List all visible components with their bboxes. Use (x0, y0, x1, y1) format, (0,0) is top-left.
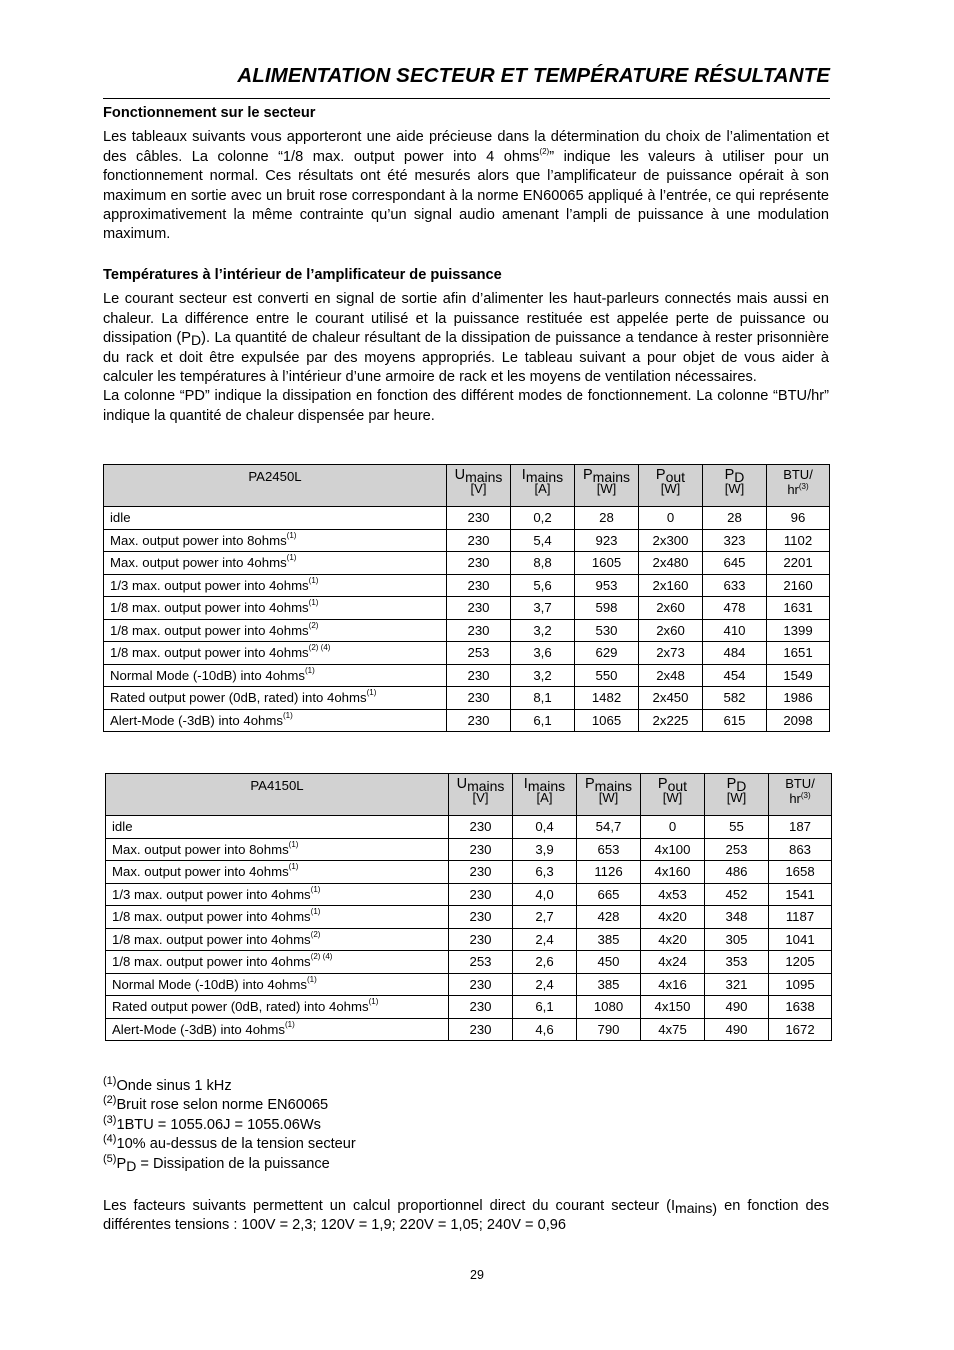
header-p-d (705, 774, 769, 816)
header-p-mains (577, 774, 641, 816)
text-part: Les facteurs suivants permettent un calcul proportionnel direct du courant secteur (I (103, 1198, 676, 1214)
header-footnote-ref: (3) (800, 791, 811, 800)
header-subscript: out (665, 469, 686, 485)
cell-pd: 454 (703, 664, 767, 687)
section-paragraph (103, 128, 829, 244)
text-part: Le courant secteur est converti en signal de sortie afin d’alimenter les haut-parleurs connectés mais aussi en chaleur. La différence entre le courant utilisé et la puissance restituée est appelée perte de puissance ou dissipation (P (103, 291, 829, 347)
section-paragraph: La colonne “PD” indique la dissipation en fonction des différent modes de fonctionnement. La colonne “BTU/hr” indique la quantité de chaleur dispensée par heure. (103, 388, 829, 424)
header-symbol: P (584, 776, 595, 792)
header-unit: [W] (596, 481, 617, 496)
row-label (106, 816, 449, 839)
cell-i: 5,6 (511, 574, 575, 597)
row-label-text: Normal Mode (-10dB) into 4ohms (112, 976, 307, 992)
row-footnote-ref: (1) (308, 598, 319, 608)
cell-p: 1482 (575, 687, 639, 710)
row-label-text: Alert-Mode (-3dB) into 4ohms (110, 712, 283, 728)
row-label (104, 574, 447, 597)
header-unit: [W] (726, 790, 747, 805)
row-footnote-ref: (1) (308, 575, 319, 585)
subscript: D (190, 332, 202, 349)
row-footnote-ref: (1) (368, 997, 379, 1007)
cell-u: 253 (449, 951, 513, 974)
cell-i: 5,4 (511, 529, 575, 552)
header-subscript: D (734, 469, 745, 485)
cell-btu: 1986 (767, 687, 830, 710)
page-number: 29 (470, 1268, 484, 1282)
cell-pout: 4x100 (641, 838, 705, 861)
cell-u: 230 (449, 928, 513, 951)
cell-p: 653 (577, 838, 641, 861)
row-label-text: 1/8 max. output power into 4ohms (110, 645, 309, 661)
cell-btu: 2160 (767, 574, 830, 597)
row-label (106, 861, 449, 884)
cell-btu: 1399 (767, 619, 830, 642)
row-label (104, 642, 447, 665)
cell-pout: 2x160 (639, 574, 703, 597)
footnote-mark: (3) (103, 1113, 117, 1126)
cell-i: 2,4 (513, 973, 577, 996)
cell-pout: 4x150 (641, 996, 705, 1019)
cell-btu: 1187 (769, 906, 832, 929)
cell-btu: 1638 (769, 996, 832, 1019)
row-footnote-ref: (1) (284, 1019, 295, 1029)
header-subscript: mains (467, 778, 505, 794)
cell-p: 54,7 (577, 816, 641, 839)
cell-btu: 863 (769, 838, 832, 861)
row-footnote-ref: (1) (304, 665, 315, 675)
cell-i: 6,1 (513, 996, 577, 1019)
model-name: PA4150L (106, 774, 449, 816)
row-label-text: Max. output power into 4ohms (110, 555, 287, 571)
cell-i: 4,6 (513, 1018, 577, 1041)
table-row (106, 861, 832, 884)
cell-pout: 4x20 (641, 928, 705, 951)
cell-pout: 4x75 (641, 1018, 705, 1041)
header-subscript: mains (527, 778, 566, 794)
row-footnote-ref: (2) (4) (310, 952, 333, 962)
cell-u: 230 (447, 664, 511, 687)
row-label-text: idle (112, 819, 133, 835)
table-row (106, 906, 832, 929)
footnote-text: = Dissipation de la puissance (136, 1155, 330, 1172)
footnote-text: Onde sinus 1 kHz (116, 1078, 232, 1094)
section-heading: Températures à l’intérieur de l’amplificateur de puissance (103, 267, 502, 283)
row-label-text: Rated output power (0dB, rated) into 4ohms (110, 690, 367, 706)
header-subscript: out (667, 778, 688, 794)
text-part: Les tableaux suivants vous apporteront une aide précieuse dans la détermination du choix de l’alimentation et des câbles. La colonne “1/8 max. output power into 4 ohms (103, 129, 829, 165)
cell-i: 0,4 (513, 816, 577, 839)
cell-pout: 0 (639, 507, 703, 530)
row-footnote-ref: (1) (288, 839, 299, 849)
cell-p: 385 (577, 928, 641, 951)
table-row (104, 574, 830, 597)
table-header-row (104, 465, 830, 507)
model-name: PA2450L (104, 465, 447, 507)
header-unit: [A] (536, 790, 553, 805)
page-title: ALIMENTATION SECTEUR ET TEMPÉRATURE RÉSULTANTE (237, 64, 830, 87)
footnote-text: 1BTU = 1055.06J = 1055.06Ws (116, 1116, 321, 1133)
cell-u: 230 (449, 1018, 513, 1041)
row-footnote-ref: (1) (310, 884, 321, 894)
row-label (106, 996, 449, 1019)
cell-btu: 1102 (767, 529, 830, 552)
row-footnote-ref: (2) (308, 620, 319, 630)
header-symbol: U (456, 776, 468, 792)
row-label (106, 1018, 449, 1041)
row-footnote-ref: (1) (310, 907, 321, 917)
cell-u: 230 (447, 687, 511, 710)
cell-pd: 28 (703, 507, 767, 530)
row-label-text: 1/8 max. output power into 4ohms (112, 954, 311, 970)
cell-pout: 4x16 (641, 973, 705, 996)
footnote-text: P (116, 1155, 127, 1172)
row-footnote-ref: (2) (310, 929, 321, 939)
footnote-mark: (4) (103, 1133, 117, 1146)
cell-btu: 1549 (767, 664, 830, 687)
header-unit: [A] (534, 481, 551, 496)
cell-pout: 2x225 (639, 709, 703, 732)
row-footnote-ref: (1) (306, 974, 317, 984)
table-row (104, 687, 830, 710)
row-label (104, 529, 447, 552)
header-text: hr (787, 482, 799, 497)
cell-btu: 2201 (767, 552, 830, 575)
row-label-text: 1/8 max. output power into 4ohms (112, 931, 311, 947)
cell-i: 2,4 (513, 928, 577, 951)
cell-u: 230 (449, 816, 513, 839)
header-i-mains (513, 774, 577, 816)
header-unit: [V] (472, 790, 489, 805)
row-label-text: Alert-Mode (-3dB) into 4ohms (112, 1021, 285, 1037)
section-heading: Fonctionnement sur le secteur (103, 105, 316, 121)
cell-p: 530 (575, 619, 639, 642)
cell-i: 3,2 (511, 619, 575, 642)
cell-p: 953 (575, 574, 639, 597)
cell-i: 6,3 (513, 861, 577, 884)
table-row (106, 838, 832, 861)
row-footnote-ref: (1) (286, 553, 297, 563)
table-row (106, 951, 832, 974)
cell-btu: 1205 (769, 951, 832, 974)
cell-i: 2,6 (513, 951, 577, 974)
cell-i: 2,7 (513, 906, 577, 929)
header-subscript: mains (592, 469, 631, 485)
footnote-item (103, 1152, 356, 1174)
cell-pd: 410 (703, 619, 767, 642)
cell-pd: 478 (703, 597, 767, 620)
cell-p: 385 (577, 973, 641, 996)
cell-btu: 2098 (767, 709, 830, 732)
table-row (104, 507, 830, 530)
header-u-mains (447, 465, 511, 507)
cell-pout: 2x60 (639, 597, 703, 620)
cell-pout: 4x24 (641, 951, 705, 974)
cell-btu: 187 (769, 816, 832, 839)
subscript: mains) (675, 1200, 718, 1216)
cell-btu: 1651 (767, 642, 830, 665)
section-paragraph (103, 290, 829, 387)
table-row (106, 928, 832, 951)
row-label-text: 1/8 max. output power into 4ohms (112, 909, 311, 925)
row-label-text: Max. output power into 8ohms (110, 532, 287, 548)
header-unit: [W] (662, 790, 683, 805)
cell-pout: 2x48 (639, 664, 703, 687)
cell-pd: 633 (703, 574, 767, 597)
cell-i: 8,1 (511, 687, 575, 710)
cell-pout: 4x20 (641, 906, 705, 929)
cell-p: 598 (575, 597, 639, 620)
subscript: D (126, 1157, 137, 1174)
cell-i: 0,2 (511, 507, 575, 530)
cell-i: 3,6 (511, 642, 575, 665)
cell-u: 230 (447, 552, 511, 575)
cell-i: 4,0 (513, 883, 577, 906)
header-p-mains (575, 465, 639, 507)
header-symbol: P (582, 467, 593, 483)
footnote-ref: (2) (539, 146, 550, 156)
text-part: en fonction des différentes tensions : 100V = 2,3; 120V = 1,9; 220V = 1,05; 240V = 0,96 (103, 1198, 829, 1234)
table-row (106, 973, 832, 996)
header-symbol: P (657, 776, 668, 792)
cell-pd: 55 (705, 816, 769, 839)
cell-btu: 1095 (769, 973, 832, 996)
cell-pd: 484 (703, 642, 767, 665)
header-text: BTU/ (785, 776, 815, 791)
header-unit: [W] (660, 481, 681, 496)
row-label (106, 973, 449, 996)
cell-pd: 582 (703, 687, 767, 710)
text-part: ). La quantité de chaleur résultant de la dissipation de puissance a tendance à rester prisonnière du rack et doit être expulsée par des moyens appropriés. Le tableau suivant a pour objet de vous aider à calculer les températures à l’intérieur d’une armoire de rack et les moyens de ventilation nécessaires. (103, 330, 829, 386)
cell-pd: 253 (705, 838, 769, 861)
cell-pd: 645 (703, 552, 767, 575)
row-label-text: 1/3 max. output power into 4ohms (112, 886, 311, 902)
row-label (104, 687, 447, 710)
header-subscript: mains (525, 469, 564, 485)
cell-pout: 2x73 (639, 642, 703, 665)
row-label (104, 552, 447, 575)
row-label-text: 1/8 max. output power into 4ohms (110, 600, 309, 616)
table-row (104, 709, 830, 732)
cell-i: 6,1 (511, 709, 575, 732)
table-row (104, 619, 830, 642)
row-label (104, 619, 447, 642)
footnote-item (103, 1113, 356, 1135)
row-label-text: 1/3 max. output power into 4ohms (110, 577, 309, 593)
header-symbol: I (523, 776, 528, 792)
header-symbol: I (521, 467, 526, 483)
table-row (104, 597, 830, 620)
section-mains-operation (103, 104, 829, 245)
conversion-factors-paragraph (103, 1197, 829, 1236)
row-label-text: 1/8 max. output power into 4ohms (110, 622, 309, 638)
table-row (106, 883, 832, 906)
header-unit: [V] (470, 481, 487, 496)
cell-i: 8,8 (511, 552, 575, 575)
row-footnote-ref: (1) (286, 530, 297, 540)
cell-pd: 305 (705, 928, 769, 951)
cell-u: 230 (447, 529, 511, 552)
header-p-out (639, 465, 703, 507)
cell-pd: 323 (703, 529, 767, 552)
header-footnote-ref: (3) (798, 482, 809, 491)
row-label (104, 709, 447, 732)
footnote-mark: (1) (103, 1075, 117, 1087)
title-rule (103, 98, 830, 99)
cell-p: 428 (577, 906, 641, 929)
row-label (106, 951, 449, 974)
cell-p: 665 (577, 883, 641, 906)
cell-pout: 4x160 (641, 861, 705, 884)
footnote-item (103, 1135, 356, 1154)
header-text: BTU/ (783, 467, 813, 482)
cell-p: 1605 (575, 552, 639, 575)
cell-p: 550 (575, 664, 639, 687)
cell-pout: 2x300 (639, 529, 703, 552)
row-label (106, 838, 449, 861)
table-row (104, 642, 830, 665)
cell-pout: 0 (641, 816, 705, 839)
row-label-text: Max. output power into 4ohms (112, 864, 289, 880)
footnote-mark: (2) (103, 1094, 117, 1107)
power-table-pa4150l (105, 773, 832, 1041)
table-row (106, 1018, 832, 1041)
footnote-text: 10% au-dessus de la tension secteur (116, 1136, 356, 1153)
cell-u: 230 (447, 619, 511, 642)
cell-pout: 4x53 (641, 883, 705, 906)
table-row (106, 816, 832, 839)
cell-pd: 321 (705, 973, 769, 996)
cell-u: 230 (449, 906, 513, 929)
header-unit: [W] (724, 481, 745, 496)
header-btu-hr (769, 774, 832, 816)
footnote-item (103, 1077, 356, 1096)
table-row (104, 552, 830, 575)
header-symbol: P (724, 467, 735, 483)
cell-p: 629 (575, 642, 639, 665)
text-part: ” indique les valeurs à utiliser pour un fonctionnement normal. Ces résultats ont été mesurés alors que l’amplificateur de puissance opérait à son maximum en sortie avec un bruit rose correspondant à la norme EN60065 appliqué à l’entrée, ce qui représente approximativement la même contrainte qu’un signal audio amenant l’ampli de puissance à une modulation maximum. (103, 148, 829, 243)
row-footnote-ref: (2) (4) (308, 643, 331, 653)
header-symbol: U (454, 467, 466, 483)
row-footnote-ref: (1) (288, 862, 299, 872)
header-subscript: mains (594, 778, 633, 794)
header-p-out (641, 774, 705, 816)
footnote-mark: (5) (103, 1152, 117, 1165)
row-label (106, 883, 449, 906)
header-unit: [W] (598, 790, 619, 805)
row-label (106, 906, 449, 929)
cell-i: 3,2 (511, 664, 575, 687)
cell-btu: 1658 (769, 861, 832, 884)
cell-pd: 486 (705, 861, 769, 884)
cell-btu: 1672 (769, 1018, 832, 1041)
cell-u: 230 (449, 838, 513, 861)
header-p-d (703, 465, 767, 507)
header-symbol: P (726, 776, 737, 792)
row-label-text: Max. output power into 8ohms (112, 841, 289, 857)
cell-pd: 490 (705, 1018, 769, 1041)
cell-i: 3,7 (511, 597, 575, 620)
cell-u: 230 (447, 709, 511, 732)
cell-u: 230 (449, 883, 513, 906)
cell-btu: 96 (767, 507, 830, 530)
cell-p: 1126 (577, 861, 641, 884)
section-temperatures (103, 266, 829, 426)
cell-u: 230 (447, 507, 511, 530)
cell-p: 790 (577, 1018, 641, 1041)
footnote-text: Bruit rose selon norme EN60065 (116, 1097, 329, 1114)
power-table-pa2450l (103, 464, 830, 732)
row-label-text: Rated output power (0dB, rated) into 4ohms (112, 999, 369, 1015)
cell-pd: 490 (705, 996, 769, 1019)
cell-p: 28 (575, 507, 639, 530)
cell-u: 230 (449, 973, 513, 996)
row-label-text: idle (110, 510, 131, 526)
cell-p: 1080 (577, 996, 641, 1019)
row-label (106, 928, 449, 951)
cell-i: 3,9 (513, 838, 577, 861)
header-u-mains (449, 774, 513, 816)
footnotes (103, 1077, 356, 1174)
cell-btu: 1041 (769, 928, 832, 951)
table-header-row (106, 774, 832, 816)
cell-pd: 615 (703, 709, 767, 732)
row-label (104, 597, 447, 620)
header-symbol: P (655, 467, 666, 483)
header-subscript: mains (465, 469, 503, 485)
cell-p: 1065 (575, 709, 639, 732)
cell-u: 230 (447, 597, 511, 620)
cell-u: 230 (449, 996, 513, 1019)
cell-u: 230 (449, 861, 513, 884)
row-footnote-ref: (1) (366, 688, 377, 698)
header-subscript: D (736, 778, 747, 794)
cell-pd: 452 (705, 883, 769, 906)
cell-pout: 2x480 (639, 552, 703, 575)
cell-pd: 353 (705, 951, 769, 974)
header-text: hr (789, 791, 801, 806)
header-btu-hr (767, 465, 830, 507)
cell-u: 230 (447, 574, 511, 597)
table-row (104, 529, 830, 552)
footnote-item (103, 1096, 356, 1115)
cell-pout: 2x60 (639, 619, 703, 642)
table-row (104, 664, 830, 687)
row-label (104, 664, 447, 687)
table-row (106, 996, 832, 1019)
cell-p: 923 (575, 529, 639, 552)
header-i-mains (511, 465, 575, 507)
cell-p: 450 (577, 951, 641, 974)
row-label-text: Normal Mode (-10dB) into 4ohms (110, 667, 305, 683)
row-footnote-ref: (1) (282, 710, 293, 720)
cell-btu: 1541 (769, 883, 832, 906)
cell-pd: 348 (705, 906, 769, 929)
row-label (104, 507, 447, 530)
cell-pout: 2x450 (639, 687, 703, 710)
cell-u: 253 (447, 642, 511, 665)
cell-btu: 1631 (767, 597, 830, 620)
